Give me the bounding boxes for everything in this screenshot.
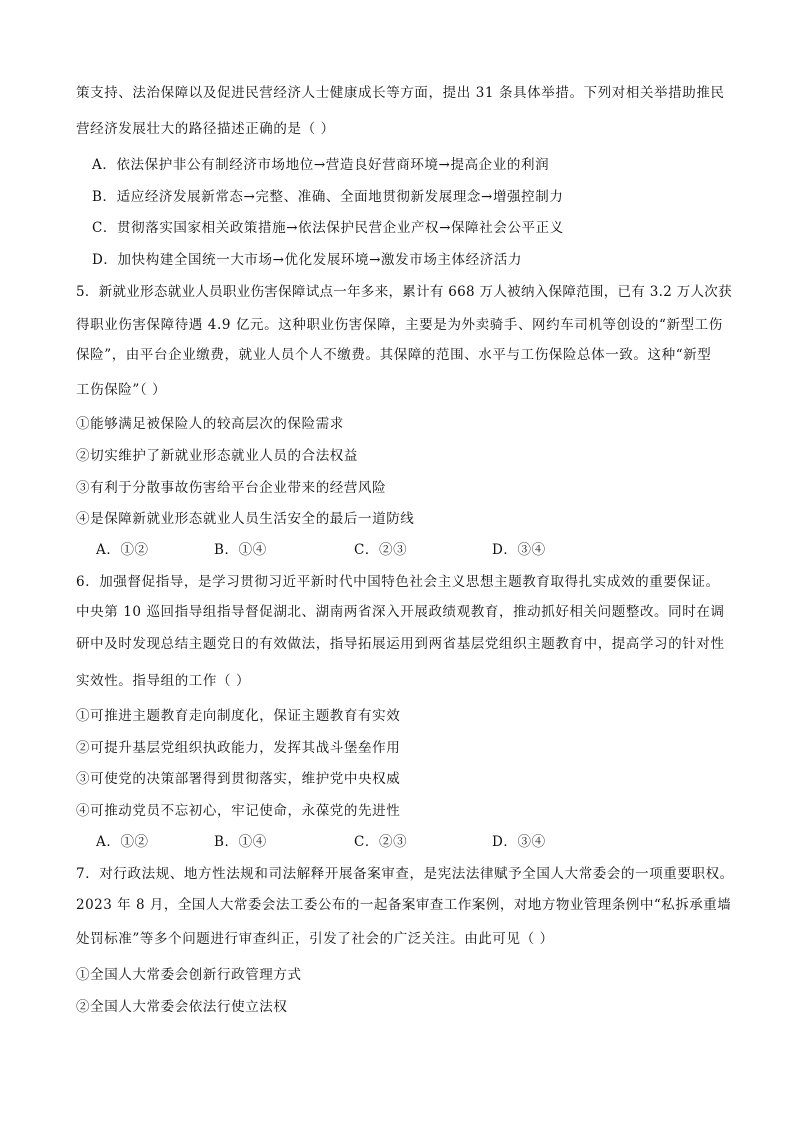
q5-stem-line-2: 得职业伤害保障待遇 4.9 亿元。这种职业伤害保障，主要是为外卖骑手、网约车司机等创设的“新型工伤 xyxy=(76,317,723,333)
q4-option-d[interactable]: D．加快构建全国统一大市场→优化发展环境→激发市场主体经济活力 xyxy=(92,252,523,268)
q6-statement-2: ②可提升基层党组织执政能力，发挥其战斗堡垒作用 xyxy=(76,740,401,756)
q6-choice-b[interactable]: B．①④ xyxy=(214,834,267,850)
q6-statement-3: ③可使党的决策部署得到贯彻落实，维护党中央权威 xyxy=(76,771,401,787)
q5-choice-c[interactable]: C．②③ xyxy=(354,542,408,558)
q4-option-a[interactable]: A．依法保护非公有制经济市场地位→营造良好营商环境→提高企业的利润 xyxy=(92,157,550,173)
q6-choices xyxy=(96,833,736,851)
q6-stem-line-3: 研中及时发现总结主题党日的有效做法，指导拓展运用到两省基层党组织主题教育中，提高学习的针对性 xyxy=(76,636,725,652)
q5-stem-line-3: 保险”，由平台企业缴费，就业人员个人不缴费。其保障的范围、水平与工伤保险总体一致。这种“新型 xyxy=(76,347,712,363)
q5-statement-1: ①能够满足被保险人的较高层次的保险需求 xyxy=(76,416,344,432)
q5-choice-d[interactable]: D．③④ xyxy=(492,542,546,558)
q4-stem-line-1: 策支持、法治保障以及促进民营经济人士健康成长等方面，提出 31 条具体举措。下列对相关举措助推民 xyxy=(76,85,725,101)
q4-stem-line-2: 营经济发展壮大的路径描述正确的是（ ） xyxy=(76,121,335,137)
q6-choice-c[interactable]: C．②③ xyxy=(354,834,408,850)
q5-choice-a[interactable]: A．①② xyxy=(96,542,149,558)
q6-statement-4: ④可推动党员不忘初心，牢记使命，永葆党的先进性 xyxy=(76,803,401,819)
q7-stem-line-3: 处罚标准”等多个问题进行审查纠正，引发了社会的广泛关注。由此可见（ ） xyxy=(76,931,554,947)
q7-statement-2: ②全国人大常委会依法行使立法权 xyxy=(76,999,288,1015)
q6-stem-line-1: 6．加强督促指导，是学习贯彻习近平新时代中国特色社会主义思想主题教育取得扎实成效的重要保证。 xyxy=(76,574,720,590)
q4-option-c[interactable]: C．贯彻落实国家相关政策措施→依法保护民营企业产权→保障社会公平正义 xyxy=(92,220,564,236)
q5-statement-3: ③有利于分散事故伤害给平台企业带来的经营风险 xyxy=(76,480,387,496)
q6-statement-1: ①可推进主题教育走向制度化，保证主题教育有实效 xyxy=(76,708,401,724)
q6-stem-line-4: 实效性。指导组的工作（ ） xyxy=(76,673,251,689)
q7-stem-line-1: 7．对行政法规、地方性法规和司法解释开展备案审查，是宪法法律赋予全国人大常委会的一项重要职权。 xyxy=(76,866,734,882)
q5-stem-line-4: 工伤保险”（ ） xyxy=(76,382,167,398)
q5-choices xyxy=(96,541,736,559)
q6-stem-line-2: 中央第 10 巡回指导组指导督促湖北、湖南两省深入开展政绩观教育，推动抓好相关问题整改。同时在调 xyxy=(76,604,725,620)
q7-statement-1: ①全国人大常委会创新行政管理方式 xyxy=(76,967,302,983)
q5-statement-2: ②切实维护了新就业形态就业人员的合法权益 xyxy=(76,448,358,464)
q7-stem-line-2: 2023 年 8 月，全国人大常委会法工委公布的一起备案审查工作案例，对地方物业管理条例中“私拆承重墙 xyxy=(76,897,732,913)
q5-statement-4: ④是保障新就业形态就业人员生活安全的最后一道防线 xyxy=(76,511,415,527)
q5-choice-b[interactable]: B．①④ xyxy=(214,542,267,558)
q4-option-b[interactable]: B．适应经济发展新常态→完整、准确、全面地贯彻新发展理念→增强控制力 xyxy=(92,189,564,205)
q5-stem-line-1: 5．新就业形态就业人员职业伤害保障试点一年多来，累计有 668 万人被纳入保障范围，已有 3.2 万人次获 xyxy=(76,284,732,300)
q6-choice-a[interactable]: A．①② xyxy=(96,834,149,850)
q6-choice-d[interactable]: D．③④ xyxy=(492,834,546,850)
